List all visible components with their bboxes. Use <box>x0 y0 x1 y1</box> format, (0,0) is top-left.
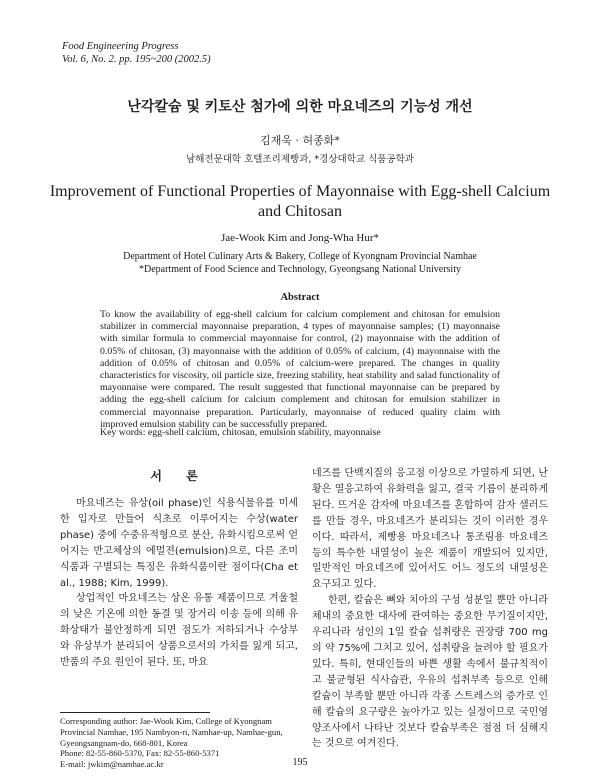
intro-paragraph-4: 한편, 칼슘은 뼈와 치아의 구성 성분일 뿐만 아니라 체내의 중요한 대사에 관여하는 중요한 무기질이지만, 우리나라 성인의 1일 칼슘 섭취량은 권장량 700 mg의 약 75%에 그치고 있어, 섭취량을 늘려야 할 필요가 있다. 특히, 현대인들의 바쁜 생활 속에서 불규칙적이고 불균형된 식사습관, 우유의 섭취부족 등으로 인해 칼슘이 부족할 뿐만 아니라 각종 스트레스의 증가로 인해 칼슘의 요구량은 높아가고 있는 실정이므로 국민영양조사에서 나타난 것보다 칼슘부족은 점점 더 심해지는 것으로 여겨진다. <box>312 595 548 750</box>
authors-english: Jae-Wook Kim and Jong-Wha Hur* <box>221 232 379 244</box>
left-column <box>60 496 298 671</box>
journal-volume: Vol. 6, No. 2. pp. 195~200 (2002.5) <box>62 54 211 65</box>
affiliations-english <box>0 250 600 276</box>
corresponding-email: E-mail: jwkim@namhae.ac.kr <box>60 759 164 770</box>
journal-header <box>62 40 211 66</box>
right-column <box>312 466 548 752</box>
abstract-text: To know the availability of egg-shell calcium for calcium complement and chitosan for emulsion stabilizer in commercial mayonnaise preparation, 4 types of mayonnaise samples; (1) mayonnaise with similar formula to commercial mayonnaise for control, (2) mayonnaise with the addition of 0.05% of chitosan, (3) mayonnaise with the addition of 0.05% of calcium, (4) mayonnaise with the addition of 0.05% of chitosan and 0.05% of calcium-were prepared. The changes in quality characteristics for viscosity, oil particle size, freezing stability, heat stability and salad functionality of mayonnaise were compared. The result suggested that functional mayonnaise can be prepared by adding the egg-shell calcium for calcium complement and chitosan for emulsion stabilizer in commercial mayonnaise preparation. Particularly, mayonnaise of reduced quality claim with improved emulsion stability can be successfully prepared. <box>100 309 500 430</box>
affiliation-line-2: *Department of Food Science and Technology, Gyeongsang National University <box>138 264 461 275</box>
title-english: Improvement of Functional Properties of Mayonnaise with Egg-shell Calcium and Chitosan <box>49 183 551 220</box>
keywords: Key words: egg-shell calcium, chitosan, emulsion stability, mayonnaise <box>100 427 381 438</box>
intro-paragraph-3: 네즈를 단백지질의 응고점 이상으로 가열하게 되면, 난황은 열응고하여 유화력을 잃고, 결국 기름이 분리하게 된다. 뜨거운 감자에 마요네즈를 혼합하여 감자 샐러드를 만들 경우, 마요네즈가 분리되는 것이 이러한 경우이다. 따라서, 제빵용 마요네즈나 통조림용 마요네즈 등의 특수한 내열성이 높은 제품이 개발되어 있지만, 일반적인 마요네즈에 있어서도 어느 정도의 내열성은 요구되고 있다. <box>312 468 548 591</box>
corresponding-address: Corresponding author: Jae-Wook Kim, College of Kyongnam Provincial Namhae, 195 Nambyon-ri, Namhae-up, Namhae-gun, Gyeongsangnam-do, 668-801, Korea <box>60 716 283 748</box>
abstract-heading: Abstract <box>280 292 320 303</box>
page-number: 195 <box>292 757 308 768</box>
corresponding-phone: Phone: 82-55-860-5370, Fax: 82-55-860-5371 <box>60 748 220 759</box>
affiliations-korean: 남해전문대학 호텔조리제빵과, *경상대학교 식품공학과 <box>186 154 414 165</box>
affiliation-line-1: Department of Hotel Culinary Arts & Bakery, College of Kyongnam Provincial Namhae <box>123 251 477 262</box>
footnote-divider <box>60 712 210 713</box>
journal-name: Food Engineering Progress <box>62 41 179 52</box>
intro-paragraph-2: 상업적인 마요네즈는 상온 유통 제품이므로 겨울철의 낮은 기온에 의한 동결 및 장거리 이송 등에 의해 유화상태가 불안정하게 되면 점도가 저하되거나 수상부와 유상부가 분리되어 상품으로서의 가치를 잃게 되고, 반품의 주요 원인이 된다. 또, 마요 <box>60 593 298 669</box>
title-korean: 난각칼슘 및 키토산 첨가에 의한 마요네즈의 기능성 개선 <box>127 99 473 115</box>
intro-paragraph-1: 마요네즈는 유상(oil phase)인 식용식물유를 미세한 입자로 만들어 식초로 이루어지는 수상(water phase) 중에 수중유적형으로 분산, 유화시킴으로써 얻어지는 반고체상의 에멀젼(emulsion)으로, 다른 조미식품과 구별되는 특징은 유화식품이란 점이다(Cha et al., 1988; Kim, 1999). <box>60 498 298 589</box>
authors-korean: 김재욱 · 허종화* <box>260 134 340 147</box>
section-heading-introduction: 서 론 <box>150 469 208 483</box>
